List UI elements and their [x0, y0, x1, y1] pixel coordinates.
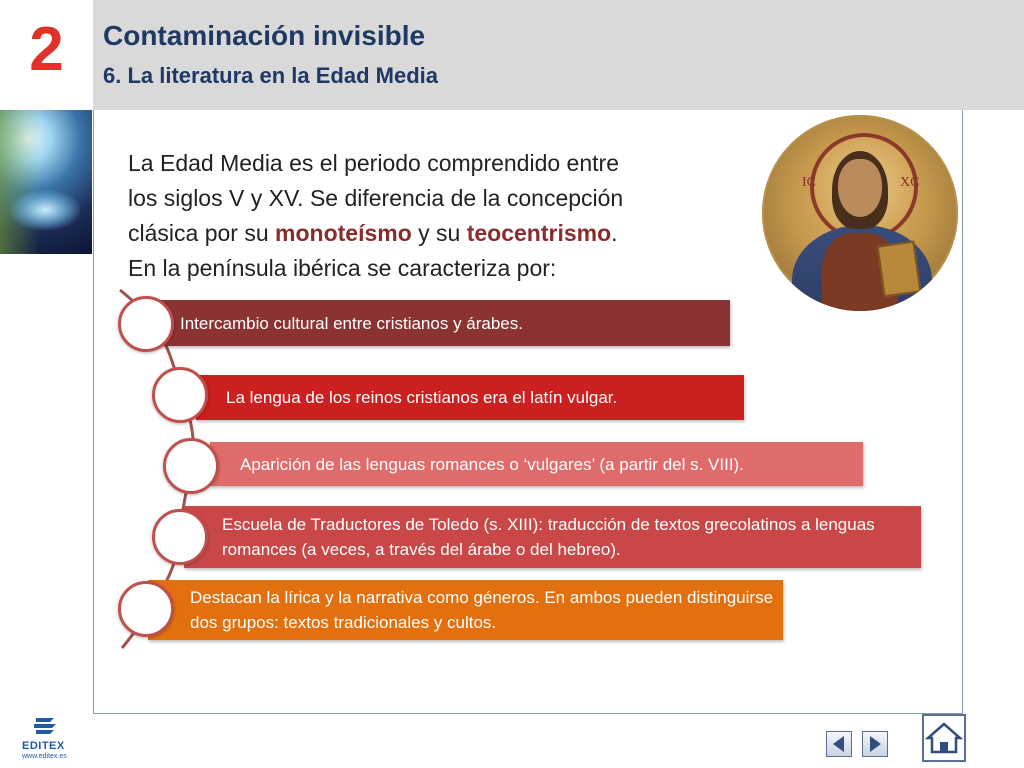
timeline-node-2 [152, 367, 208, 423]
timeline-node-3 [163, 438, 219, 494]
editex-logo-icon [32, 714, 60, 738]
timeline-item-4 [184, 506, 921, 568]
slide-header [0, 0, 1024, 110]
timeline-item-1 [148, 300, 730, 346]
chapter-box [0, 0, 93, 110]
next-arrow-icon [863, 732, 887, 756]
timeline-node-1 [118, 296, 174, 352]
timeline-item-2-text: La lengua de los reinos cristianos era el latín vulgar. [226, 388, 618, 407]
timeline-node-5 [118, 581, 174, 637]
timeline-item-4-text: Escuela de Traductores de Toledo (s. XIII): traducción de textos grecolatinos a lenguas romances (a veces, a través del árabe o del hebreo). [222, 515, 875, 559]
inscription-left: IC [802, 175, 816, 190]
intro-line-3-start: clásica por su [128, 220, 276, 246]
timeline-item-5-text: Destacan la lírica y la narrativa como géneros. En ambos pueden distinguirse dos grupos: textos tradicionales y cultos. [190, 588, 774, 632]
timeline-item-3-text: Aparición de las lenguas romances o ‘vulgares’ (a partir del s. VIII). [240, 454, 744, 474]
slide-subtitle: 6. La literatura en la Edad Media [103, 63, 438, 88]
logo-text: EDITEX [22, 740, 65, 752]
timeline-item-2 [196, 375, 744, 420]
highlight-teocentrismo: teocentrismo [466, 220, 612, 246]
intro-line-3-end: . [611, 220, 618, 246]
intro-line-2: los siglos V y XV. Se diferencia de la concepción [128, 185, 624, 211]
next-slide-button[interactable] [862, 731, 888, 757]
timeline-item-5 [148, 580, 783, 640]
home-button[interactable] [922, 714, 966, 762]
inscription-right: XC [900, 175, 920, 190]
chapter-number: 2 [29, 15, 64, 84]
decorative-photo [0, 110, 92, 254]
timeline-item-1-text: Intercambio cultural entre cristianos y árabes. [180, 313, 523, 333]
logo-url: www.editex.es [22, 753, 67, 760]
christ-pantocrator-image [762, 115, 958, 311]
prev-arrow-icon [827, 732, 851, 756]
intro-paragraph [128, 146, 708, 286]
highlight-monoteismo: monoteísmo [275, 220, 412, 246]
intro-line-1: La Edad Media es el periodo comprendido entre [128, 150, 619, 176]
timeline-node-4 [152, 509, 208, 565]
previous-slide-button[interactable] [826, 731, 852, 757]
intro-line-4: En la península ibérica se caracteriza por: [128, 255, 557, 281]
home-icon [924, 716, 964, 760]
slide-title: Contaminación invisible [103, 20, 426, 51]
intro-line-3-mid: y su [411, 220, 467, 246]
editex-logo [18, 712, 78, 762]
timeline-item-3 [210, 442, 863, 486]
